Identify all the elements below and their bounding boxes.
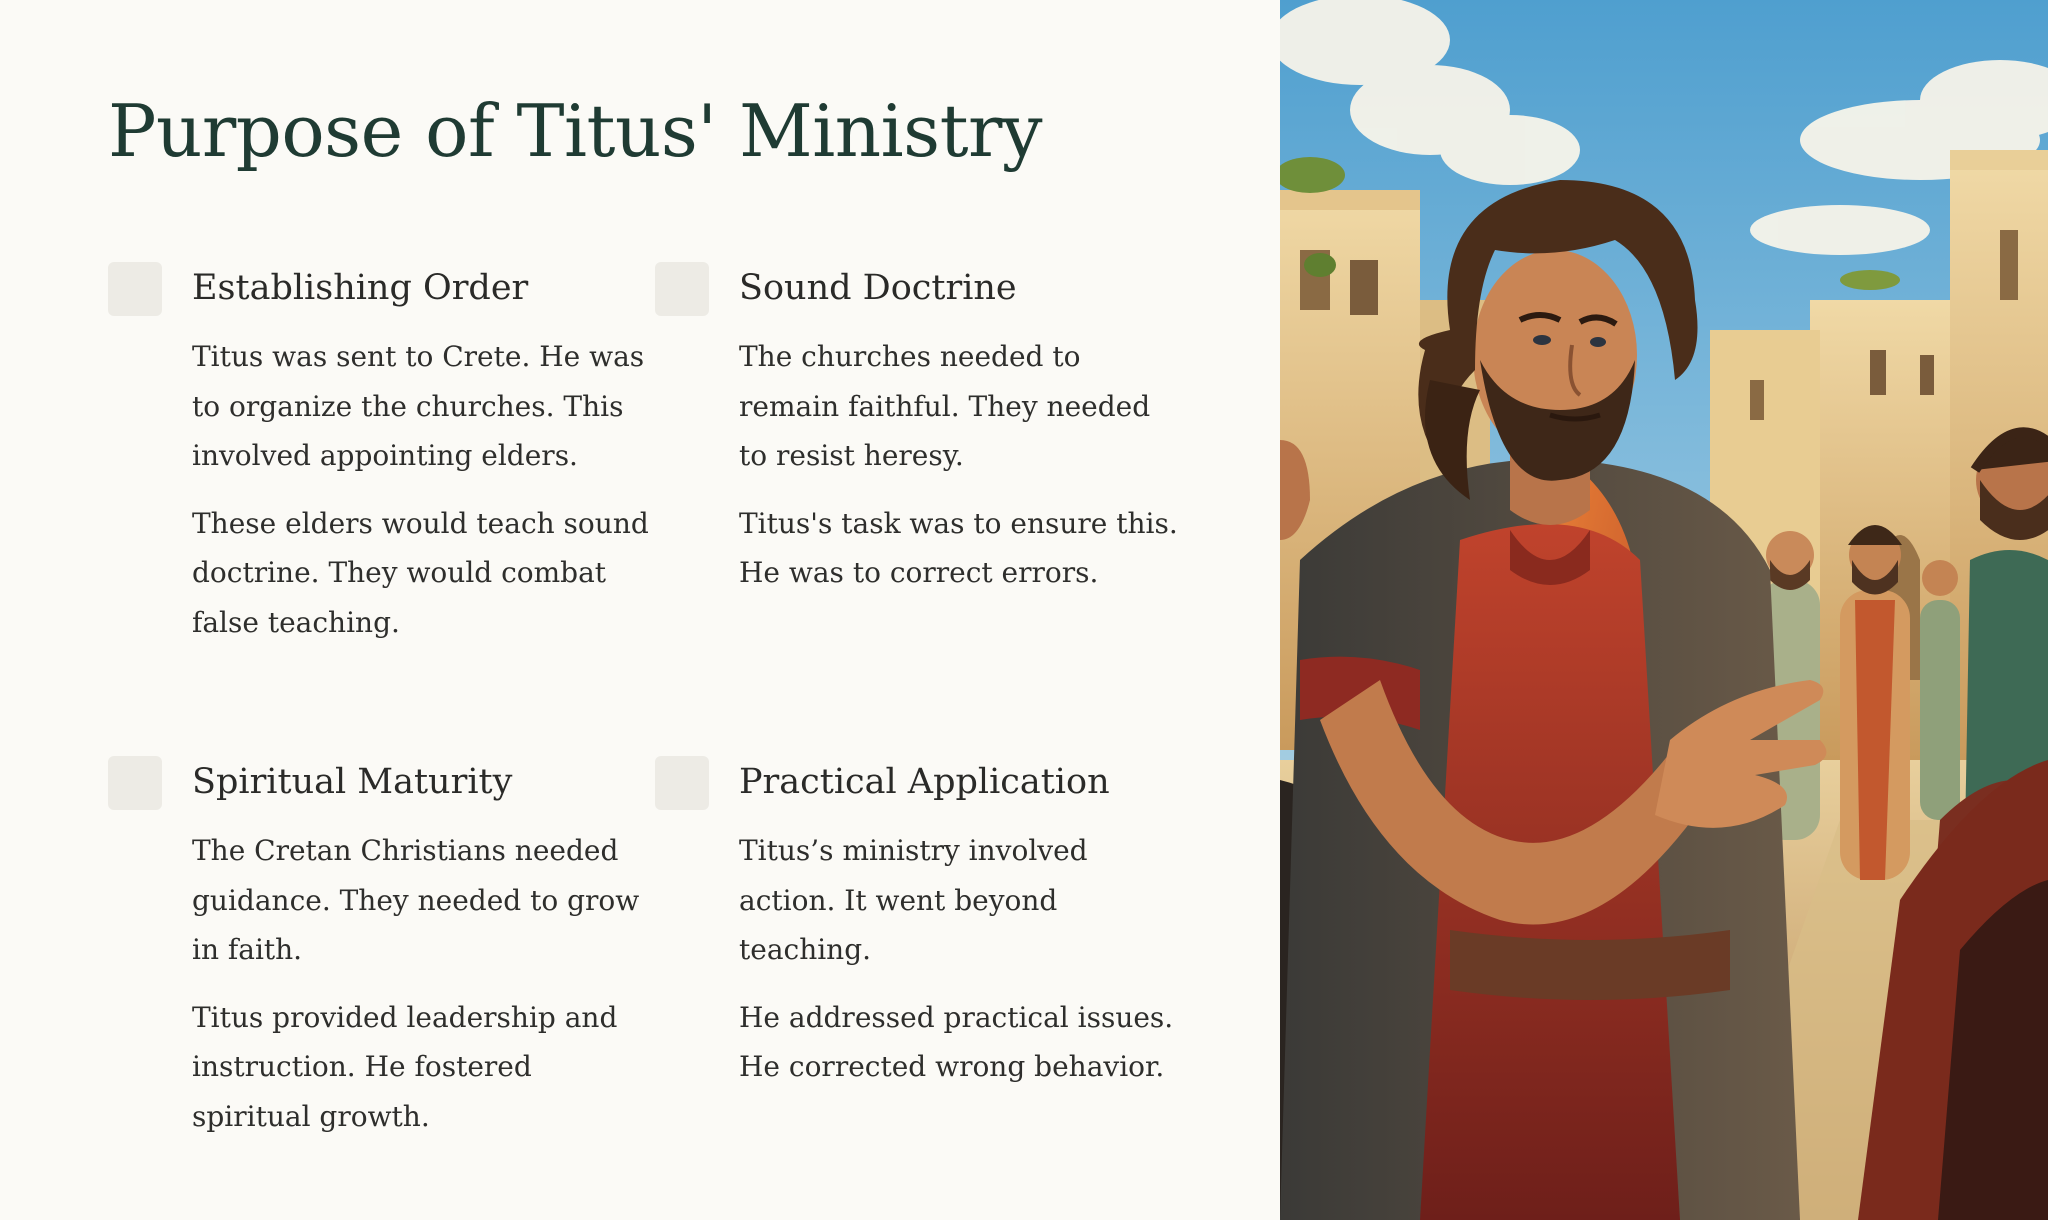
- card-marker-icon: [108, 756, 162, 810]
- card-body: [739, 826, 1179, 1110]
- card-marker-icon: [108, 262, 162, 316]
- card-marker-icon: [655, 262, 709, 316]
- card-heading: Practical Application: [739, 762, 1110, 802]
- card-paragraph: The Cretan Christians needed guidance. They needed to grow in faith.: [192, 834, 640, 966]
- card-paragraph: The churches needed to remain faithful. They needed to resist heresy.: [739, 340, 1151, 472]
- card-paragraph: Titus was sent to Crete. He was to organize the churches. This involved appointing elders.: [192, 340, 645, 472]
- card-body: [739, 332, 1179, 616]
- card-marker-icon: [655, 756, 709, 810]
- card-paragraph: Titus's task was to ensure this. He was to correct errors.: [739, 506, 1178, 589]
- card-paragraph: Titus provided leadership and instruction. He fostered spiritual growth.: [192, 1000, 618, 1133]
- card-body: [192, 826, 652, 1159]
- card-heading: Sound Doctrine: [739, 268, 1017, 308]
- card-heading: Establishing Order: [192, 268, 529, 308]
- card-body: [192, 332, 652, 665]
- card-paragraph: These elders would teach sound doctrine. They would combat false teaching.: [192, 506, 649, 639]
- card-paragraph: Titus’s ministry involved action. It went beyond teaching.: [739, 834, 1088, 966]
- illustration-titus-teaching: [1280, 0, 2048, 1220]
- card-heading: Spiritual Maturity: [192, 762, 513, 802]
- card-paragraph: He addressed practical issues. He corrected wrong behavior.: [739, 1000, 1174, 1083]
- slide-title: Purpose of Titus' Ministry: [108, 89, 1043, 173]
